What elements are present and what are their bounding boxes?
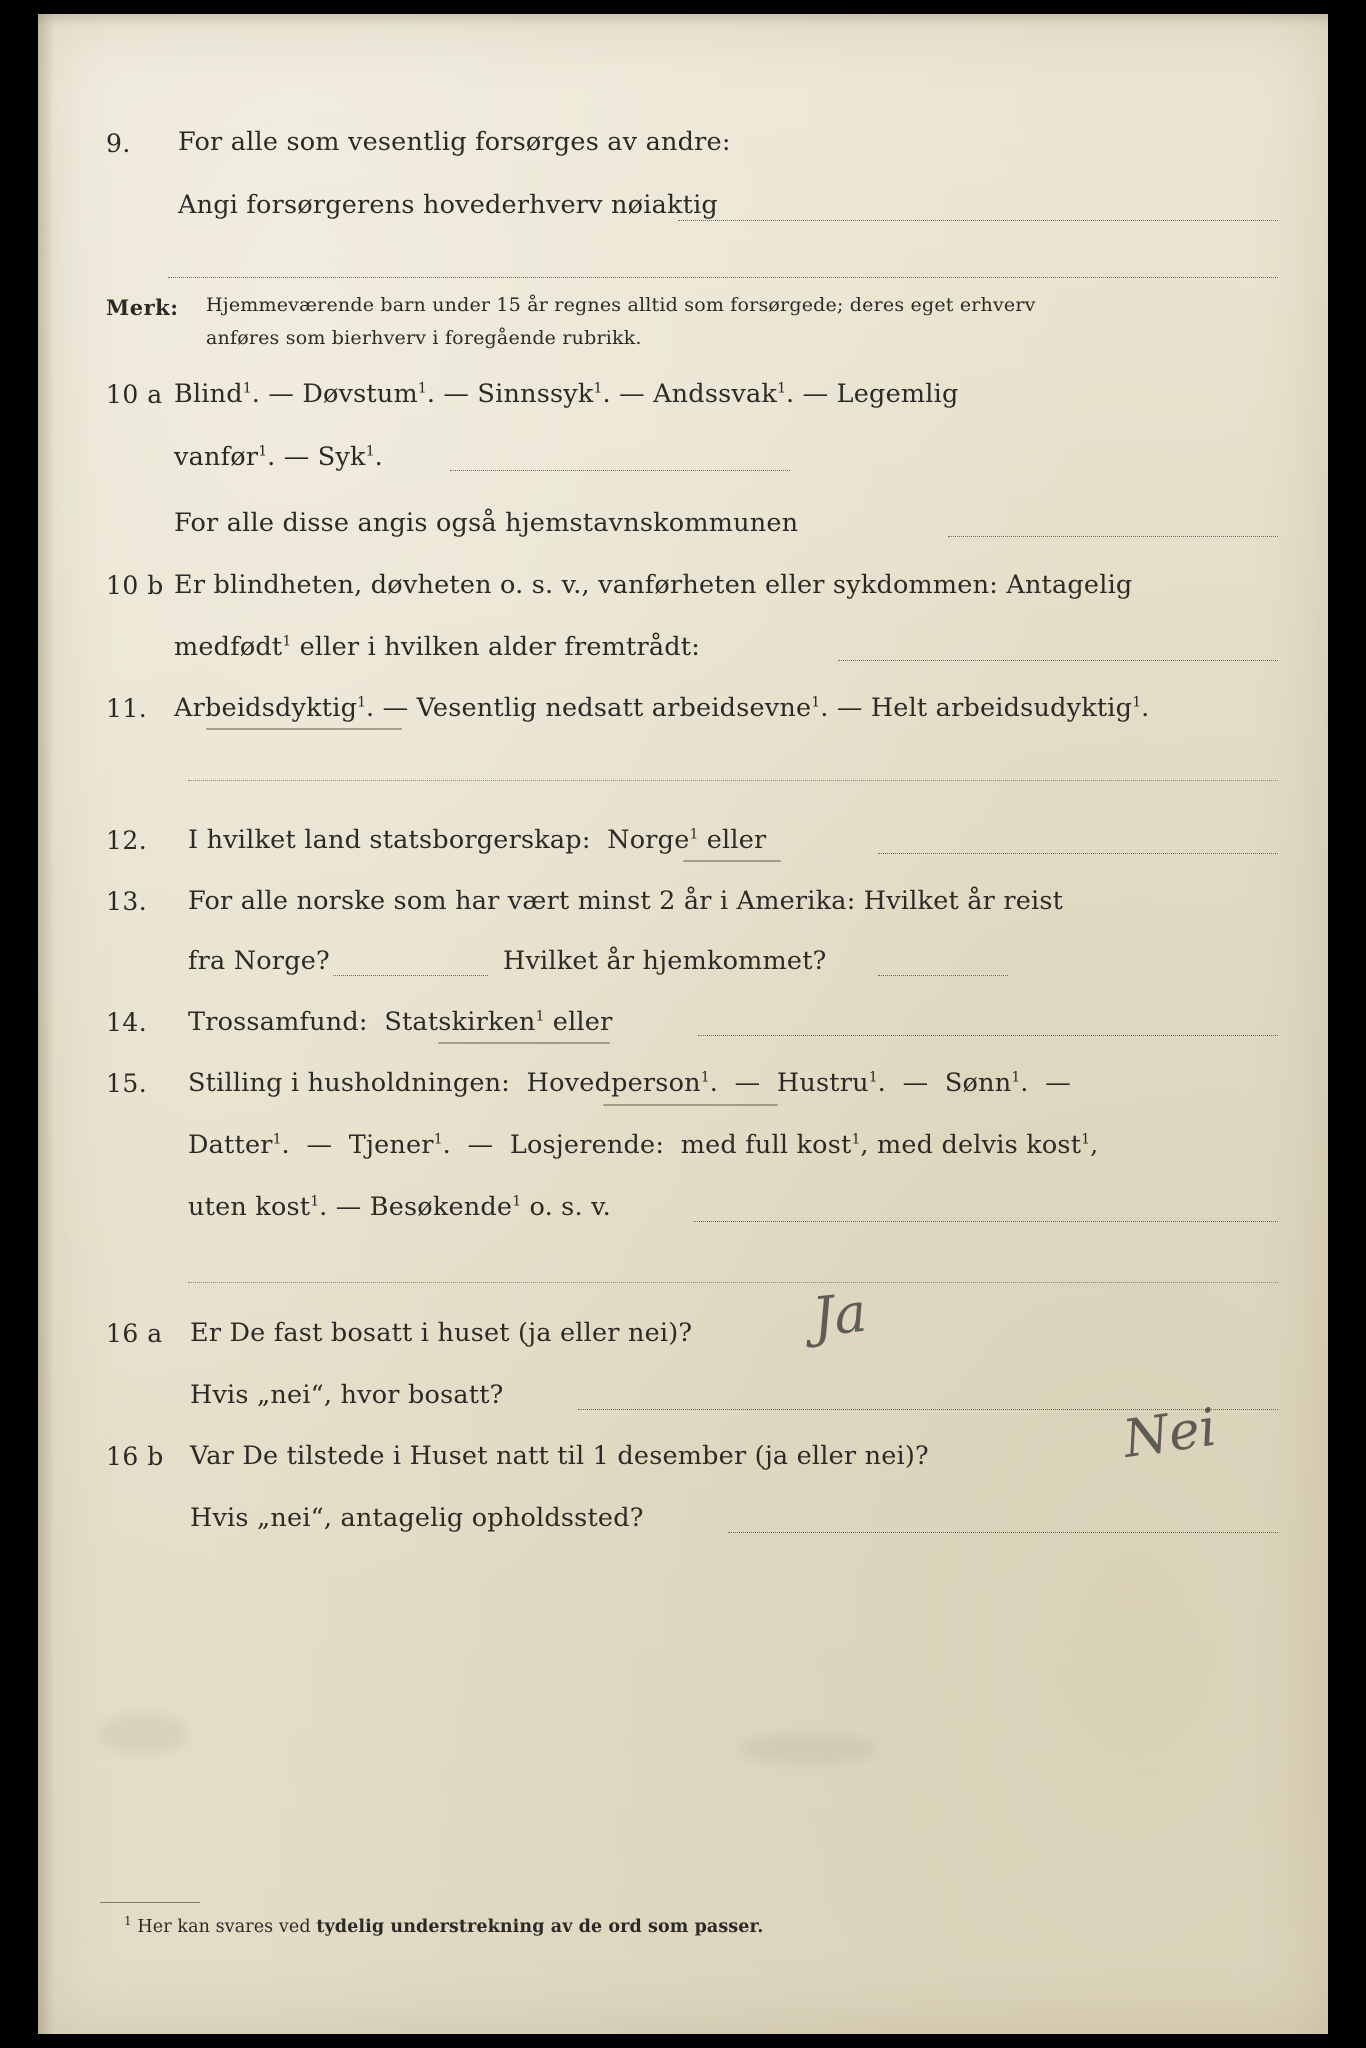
item-16a-line-1: Er De fast bosatt i huset (ja eller nei)?: [190, 1318, 693, 1348]
fill-line-10a-2[interactable]: [948, 535, 1278, 537]
fill-line-14[interactable]: [698, 1034, 1278, 1036]
item-12-line-1: I hvilket land statsborgerskap: Norge$^1$ eller: [188, 825, 767, 855]
fill-line-10b[interactable]: [838, 659, 1278, 661]
item-13-line-1: For alle norske som har vært minst 2 år i Amerika: Hvilket år reist: [188, 886, 1064, 916]
note-line-1: Hjemmeværende barn under 15 år regnes alltid som forsørgede; deres eget erhverv: [206, 294, 1036, 316]
footnote-text-plain: Her kan svares ved: [137, 1916, 317, 1937]
item-10a-line-1: Blind$^1$. — Døvstum$^1$. — Sinnssyk$^1$. — Andssvak$^1$. — Legemlig: [174, 379, 959, 409]
fill-line-12[interactable]: [878, 852, 1278, 854]
item-14-line-1: Trossamfund: Statskirken$^1$ eller: [188, 1007, 613, 1037]
item-10a-line-3: For alle disse angis også hjemstavnskommunen: [174, 508, 799, 538]
fill-line-13a[interactable]: [333, 974, 488, 976]
item-number-14: 14.: [106, 1008, 148, 1037]
item-number-16b: 16 b: [106, 1442, 164, 1471]
item-10a-line-2: vanfør$^1$. — Syk$^1$.: [174, 442, 383, 472]
item-15-line-1: Stilling i husholdningen: Hovedperson$^1$. — Hustru$^1$. — Sønn$^1$. —: [188, 1068, 1071, 1098]
item-number-15: 15.: [106, 1069, 148, 1098]
answer-16a: Ja: [809, 1280, 870, 1349]
item-16b-line-1: Var De tilstede i Huset natt til 1 desember (ja eller nei)?: [190, 1441, 929, 1471]
item-15-line-3: uten kost$^1$. — Besøkende$^1$ o. s. v.: [188, 1192, 611, 1222]
item-9-line-1: For alle som vesentlig forsørges av andre:: [178, 127, 731, 157]
item-16b-line-2: Hvis „nei“, antagelig opholdssted?: [190, 1503, 644, 1533]
item-number-9: 9.: [106, 129, 131, 158]
item-10b-line-2: medfødt$^1$ eller i hvilken alder fremtrådt:: [174, 632, 701, 662]
item-13-line-2a: fra Norge?: [188, 946, 330, 976]
form-content: [38, 14, 1328, 2034]
item-9-line-2: Angi forsørgerens hovederhverv nøiaktig: [178, 190, 718, 220]
item-13-line-2b: Hvilket år hjemkommet?: [503, 946, 827, 976]
fill-line-13b[interactable]: [878, 974, 1008, 976]
item-number-12: 12.: [106, 826, 148, 855]
scanned-page: [38, 14, 1328, 2034]
answer-16b: Nei: [1119, 1397, 1221, 1470]
footnote: [124, 1914, 763, 1937]
item-11-line-1: Arbeidsdyktig$^1$. — Vesentlig nedsatt arbeidsevne$^1$. — Helt arbeidsudyktig$^1$.: [174, 693, 1150, 723]
item-number-13: 13.: [106, 887, 148, 916]
underline-hovedperson: [603, 1104, 778, 1106]
footnote-marker: 1: [124, 1914, 132, 1928]
footnote-divider: [100, 1902, 200, 1903]
note-label: Merk:: [106, 295, 179, 320]
fill-line-9[interactable]: [678, 219, 1278, 221]
item-10b-line-1: Er blindheten, døvheten o. s. v., vanførheten eller sykdommen: Antagelig: [174, 570, 1133, 600]
fill-line-16b[interactable]: [728, 1531, 1278, 1533]
underline-statskirken: [438, 1042, 610, 1044]
item-number-16a: 16 a: [106, 1319, 163, 1348]
item-15-line-2: Datter$^1$. — Tjener$^1$. — Losjerende: med full kost$^1$, med delvis kost$^1$,: [188, 1130, 1099, 1160]
footnote-text-bold: tydelig understrekning av de ord som passer.: [316, 1916, 764, 1937]
item-number-10b: 10 b: [106, 571, 164, 600]
fill-line-15[interactable]: [693, 1220, 1278, 1222]
note-line-2: anføres som bierhverv i foregående rubrikk.: [206, 327, 642, 349]
section-divider-2: [188, 1282, 1278, 1283]
item-number-11: 11.: [106, 694, 148, 723]
underline-arbeidsdyktig: [206, 728, 402, 730]
underline-norge: [683, 860, 781, 862]
fill-line-10a[interactable]: [450, 469, 790, 471]
item-16a-line-2: Hvis „nei“, hvor bosatt?: [190, 1380, 504, 1410]
section-divider-1: [188, 780, 1278, 781]
item-number-10a: 10 a: [106, 380, 163, 409]
fill-line-9b[interactable]: [168, 276, 1278, 278]
